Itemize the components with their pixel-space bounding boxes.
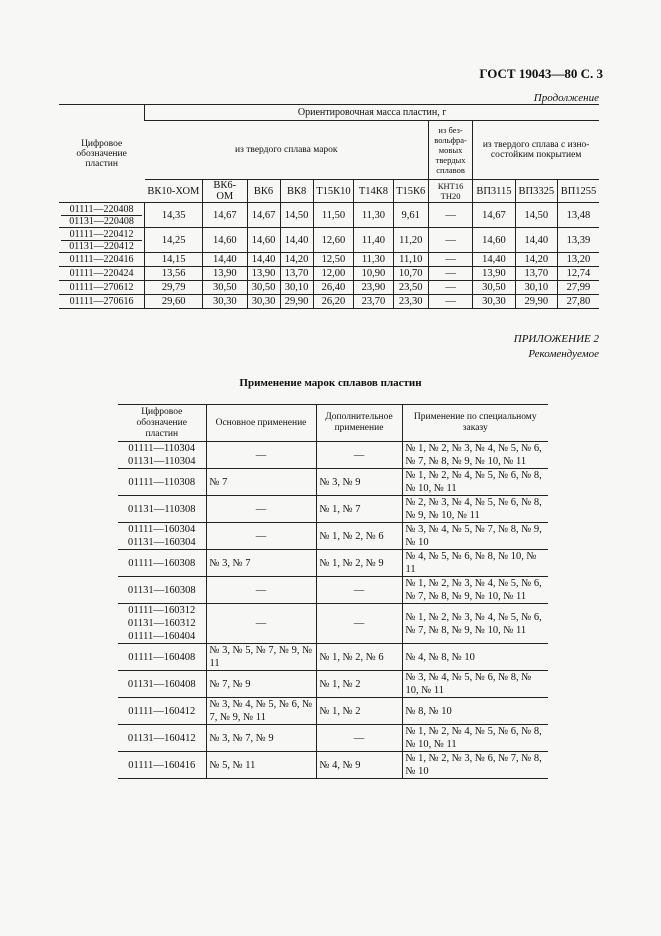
mass-value: 13,70 — [280, 267, 313, 281]
t1-header-code: Цифровое обозначение пластин — [59, 105, 145, 203]
mass-value: 29,90 — [280, 295, 313, 309]
mass-value: 30,50 — [247, 281, 280, 295]
plate-code: 01131—110304 — [128, 456, 196, 467]
table-row — [118, 644, 548, 671]
plate-code-cell — [59, 267, 145, 281]
mass-value: 14,67 — [247, 203, 280, 228]
mass-value: 23,70 — [354, 295, 393, 309]
appendix-block — [514, 332, 599, 362]
plate-code-cell — [118, 671, 206, 698]
plate-code: 01111—160308 — [128, 557, 196, 569]
grade-header: ВП3325 — [515, 180, 557, 203]
table2-title: Применение марок сплавов пластин — [239, 377, 422, 389]
mass-value: 14,35 — [145, 203, 203, 228]
mass-value: 9,61 — [393, 203, 428, 228]
extra-application: № 1, № 2, № 6 — [316, 644, 402, 671]
plate-code: 01111—220408 — [69, 203, 134, 215]
mass-value: 30,10 — [280, 281, 313, 295]
mass-value: — — [428, 203, 472, 228]
table-row — [59, 203, 599, 228]
table-row — [118, 752, 548, 779]
t1-header-group: Ориентировочная масса пластин, г — [145, 105, 599, 121]
mass-value: 11,10 — [393, 253, 428, 267]
special-application: № 1, № 2, № 3, № 4, № 5, № 6, № 7, № 8, № 9, № 10, № 11 — [402, 604, 548, 644]
mass-value: 13,56 — [145, 267, 203, 281]
table-row — [59, 267, 599, 281]
mass-value: 14,40 — [473, 253, 515, 267]
main-application: № 3, № 4, № 5, № 6, № 7, № 9, № 11 — [206, 698, 316, 725]
mass-value: 14,15 — [145, 253, 203, 267]
table-row — [59, 228, 599, 253]
mass-value: 14,50 — [280, 203, 313, 228]
main-application: — — [206, 442, 316, 469]
table-row — [59, 253, 599, 267]
mass-value: 13,48 — [557, 203, 599, 228]
main-application: — — [206, 496, 316, 523]
t2-header-extra: Дополнительное применение — [316, 405, 402, 442]
special-application: № 2, № 3, № 4, № 5, № 6, № 8, № 9, № 10, № 11 — [402, 496, 548, 523]
grade-header: ВП3115 — [473, 180, 515, 203]
special-application: № 4, № 5, № 6, № 8, № 10, № 11 — [402, 550, 548, 577]
plate-code: 01111—270612 — [69, 282, 134, 293]
plate-code-cell — [59, 295, 145, 309]
t2-header-main: Основное применение — [206, 405, 316, 442]
mass-value: — — [428, 281, 472, 295]
main-application: № 7, № 9 — [206, 671, 316, 698]
mass-value: 13,20 — [557, 253, 599, 267]
table-row — [118, 725, 548, 752]
special-application: № 1, № 2, № 3, № 4, № 5, № 6, № 7, № 8, № 9, № 10, № 11 — [402, 577, 548, 604]
special-application: № 3, № 4, № 5, № 7, № 8, № 9, № 10 — [402, 523, 548, 550]
mass-value: — — [428, 253, 472, 267]
grade-header: Т14К8 — [354, 180, 393, 203]
table-row — [118, 496, 548, 523]
main-application: — — [206, 604, 316, 644]
mass-value: 27,99 — [557, 281, 599, 295]
mass-value: 11,40 — [354, 228, 393, 253]
continuation-label: Продолжение — [533, 92, 599, 104]
page-header: ГОСТ 19043—80 С. 3 — [479, 66, 603, 81]
plate-code: 01111—220424 — [69, 268, 134, 279]
extra-application: № 1, № 7 — [316, 496, 402, 523]
main-application: № 5, № 11 — [206, 752, 316, 779]
mass-value: 26,40 — [313, 281, 354, 295]
main-application: — — [206, 577, 316, 604]
extra-application: — — [316, 442, 402, 469]
special-application: № 1, № 2, № 4, № 5, № 6, № 8, № 10, № 11 — [402, 469, 548, 496]
plate-code: 01131—220408 — [61, 215, 142, 227]
plate-code-cell — [118, 698, 206, 725]
mass-value: 23,30 — [393, 295, 428, 309]
mass-value: 12,00 — [313, 267, 354, 281]
plate-code: 01111—160304 — [128, 524, 196, 535]
special-application: № 1, № 2, № 3, № 4, № 5, № 6, № 7, № 8, № 9, № 10, № 11 — [402, 442, 548, 469]
mass-value: 14,40 — [515, 228, 557, 253]
mass-value: 13,39 — [557, 228, 599, 253]
main-application: № 3, № 5, № 7, № 9, № 11 — [206, 644, 316, 671]
mass-value: 26,20 — [313, 295, 354, 309]
special-application: № 3, № 4, № 5, № 6, № 8, № 10, № 11 — [402, 671, 548, 698]
mass-value: 14,60 — [203, 228, 247, 253]
application-table — [118, 404, 548, 779]
table-row — [118, 577, 548, 604]
plate-code: 01131—160308 — [127, 584, 196, 596]
table-row — [118, 671, 548, 698]
appendix-title: ПРИЛОЖЕНИЕ 2 — [513, 333, 599, 345]
main-application: № 7 — [206, 469, 316, 496]
table-row — [59, 281, 599, 295]
t1-header-coated: из твердого сплава с изно-состойким покрытием — [473, 121, 599, 180]
t1-header-hard: из твердого сплава марок — [145, 121, 429, 180]
extra-application: — — [316, 577, 402, 604]
extra-application: № 4, № 9 — [316, 752, 402, 779]
plate-code-cell — [118, 469, 206, 496]
mass-table — [59, 104, 599, 309]
mass-value: 13,70 — [515, 267, 557, 281]
plate-code-cell — [118, 523, 206, 550]
mass-value: 14,40 — [280, 228, 313, 253]
mass-value: 13,90 — [203, 267, 247, 281]
plate-code: 01111—160412 — [128, 705, 196, 717]
plate-code-cell — [59, 203, 145, 228]
mass-value: 29,79 — [145, 281, 203, 295]
main-application: № 3, № 7, № 9 — [206, 725, 316, 752]
mass-value: 14,25 — [145, 228, 203, 253]
plate-code: 01111—220416 — [69, 254, 134, 265]
grade-header: Т15К10 — [313, 180, 354, 203]
mass-value: 27,80 — [557, 295, 599, 309]
plate-code-cell — [118, 644, 206, 671]
table-row — [118, 698, 548, 725]
extra-application: — — [316, 604, 402, 644]
plate-code-cell — [59, 281, 145, 295]
mass-value: — — [428, 295, 472, 309]
plate-code: 01111—110304 — [128, 443, 196, 454]
plate-code-cell — [118, 496, 206, 523]
plate-code: 01111—160408 — [128, 651, 196, 663]
mass-value: 30,30 — [247, 295, 280, 309]
grade-header: ВП1255 — [557, 180, 599, 203]
main-application: № 3, № 7 — [206, 550, 316, 577]
grade-header: КНТ16 ТН20 — [428, 180, 472, 203]
mass-value: — — [428, 228, 472, 253]
grade-header: ВК10-ХОМ — [145, 180, 203, 203]
grade-header: Т15К6 — [393, 180, 428, 203]
plate-code: 01131—160412 — [127, 732, 196, 744]
mass-value: 14,67 — [203, 203, 247, 228]
mass-value: 14,60 — [247, 228, 280, 253]
mass-value: 10,70 — [393, 267, 428, 281]
mass-value: 13,90 — [247, 267, 280, 281]
mass-value: — — [428, 267, 472, 281]
special-application: № 1, № 2, № 4, № 5, № 6, № 8, № 10, № 11 — [402, 725, 548, 752]
grade-header: ВК6-ОМ — [203, 180, 247, 203]
mass-value: 23,90 — [354, 281, 393, 295]
extra-application: — — [316, 725, 402, 752]
mass-value: 14,20 — [515, 253, 557, 267]
mass-value: 11,30 — [354, 253, 393, 267]
extra-application: № 1, № 2, № 9 — [316, 550, 402, 577]
mass-value: 14,60 — [473, 228, 515, 253]
extra-application: № 3, № 9 — [316, 469, 402, 496]
table-row — [118, 469, 548, 496]
mass-value: 30,30 — [473, 295, 515, 309]
plate-code: 01111—110308 — [128, 476, 196, 488]
mass-value: 30,50 — [473, 281, 515, 295]
plate-code: 01111—270616 — [69, 296, 134, 307]
plate-code-cell — [59, 253, 145, 267]
table-row — [118, 550, 548, 577]
plate-code-cell — [59, 228, 145, 253]
plate-code: 01131—160304 — [127, 537, 196, 548]
mass-value: 30,50 — [203, 281, 247, 295]
mass-value: 12,60 — [313, 228, 354, 253]
mass-value: 14,50 — [515, 203, 557, 228]
special-application: № 4, № 8, № 10 — [402, 644, 548, 671]
mass-value: 10,90 — [354, 267, 393, 281]
plate-code: 01111—220412 — [69, 228, 134, 240]
mass-value: 29,60 — [145, 295, 203, 309]
table-row — [118, 604, 548, 644]
table-row — [118, 442, 548, 469]
t2-header-row — [118, 405, 548, 442]
table-row — [59, 295, 599, 309]
plate-code: 01111—160312 — [128, 605, 196, 616]
mass-value: 14,67 — [473, 203, 515, 228]
mass-value: 30,30 — [203, 295, 247, 309]
plate-code: 01111—160404 — [128, 631, 196, 642]
mass-value: 12,74 — [557, 267, 599, 281]
mass-value: 23,50 — [393, 281, 428, 295]
mass-value: 11,50 — [313, 203, 354, 228]
t2-header-special: Применение по специальному заказу — [402, 405, 548, 442]
mass-value: 14,40 — [203, 253, 247, 267]
mass-value: 13,90 — [473, 267, 515, 281]
mass-value: 14,20 — [280, 253, 313, 267]
grade-header: ВК6 — [247, 180, 280, 203]
special-application: № 1, № 2, № 3, № 6, № 7, № 8, № 10 — [402, 752, 548, 779]
extra-application: № 1, № 2 — [316, 671, 402, 698]
plate-code: 01131—160312 — [127, 618, 196, 629]
extra-application: № 1, № 2 — [316, 698, 402, 725]
plate-code-cell — [118, 550, 206, 577]
mass-value: 30,10 — [515, 281, 557, 295]
extra-application: № 1, № 2, № 6 — [316, 523, 402, 550]
mass-value: 11,30 — [354, 203, 393, 228]
plate-code-cell — [118, 725, 206, 752]
plate-code: 01131—220412 — [61, 240, 142, 252]
plate-code-cell — [118, 604, 206, 644]
plate-code: 01131—160408 — [127, 678, 196, 690]
t2-header-code: Цифровое обозначение пластин — [118, 405, 206, 442]
special-application: № 8, № 10 — [402, 698, 548, 725]
grade-header: ВК8 — [280, 180, 313, 203]
plate-code: 01131—110308 — [128, 503, 196, 515]
mass-value: 11,20 — [393, 228, 428, 253]
t1-header-tungsten-free: из без-вольфра-мовых твердых сплавов — [428, 121, 472, 180]
main-application: — — [206, 523, 316, 550]
plate-code-cell — [118, 752, 206, 779]
appendix-status: Рекомендуемое — [528, 348, 599, 360]
plate-code-cell — [118, 442, 206, 469]
mass-value: 12,50 — [313, 253, 354, 267]
plate-code: 01111—160416 — [128, 759, 196, 771]
mass-value: 29,90 — [515, 295, 557, 309]
plate-code-cell — [118, 577, 206, 604]
table-row — [118, 523, 548, 550]
mass-value: 14,40 — [247, 253, 280, 267]
